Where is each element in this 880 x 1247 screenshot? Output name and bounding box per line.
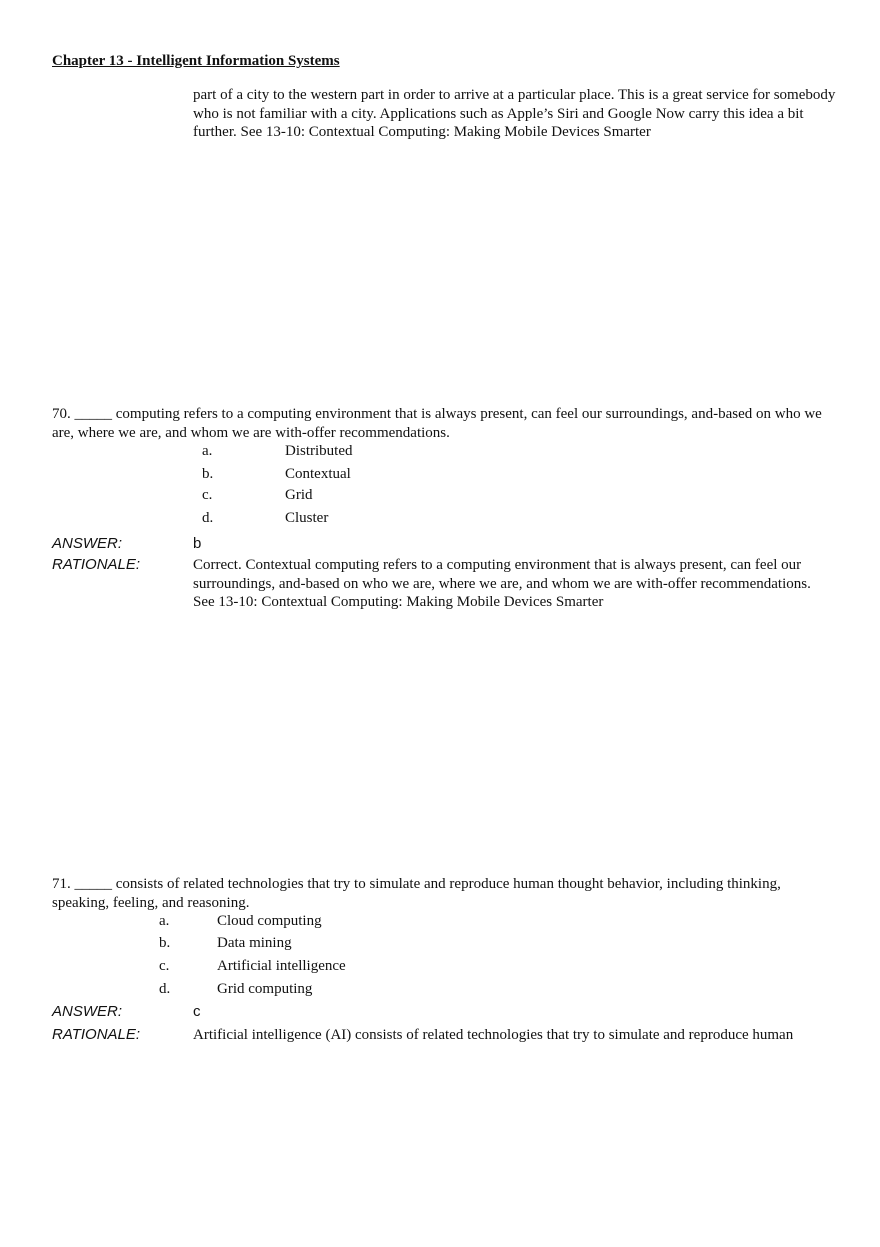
chapter-title: Chapter 13 - Intelligent Information Systems <box>52 53 340 69</box>
rationale-label: RATIONALE: <box>52 1026 141 1043</box>
option-text: Grid computing <box>217 981 313 997</box>
answer-label: ANSWER: <box>52 1003 123 1020</box>
option-text: Grid <box>285 487 313 503</box>
option-text: Data mining <box>217 935 292 951</box>
option-text: Cluster <box>285 510 329 526</box>
option-letter: d. <box>202 510 214 526</box>
answer-value: c <box>193 1003 201 1020</box>
option-text: Artificial intelligence <box>217 958 346 974</box>
option-letter: a. <box>159 913 170 929</box>
option-letter: b. <box>202 466 214 482</box>
answer-value: b <box>193 535 202 552</box>
option-letter: b. <box>159 935 171 951</box>
answer-label: ANSWER: <box>52 535 123 552</box>
option-text: Distributed <box>285 443 353 459</box>
option-letter: c. <box>159 958 170 974</box>
rationale-text: Correct. Contextual computing refers to a computing environment that is always present, can feel our surroundings, and-based on who we are, where we are, and whom we are with-offer recommendations. See 13-10: Contextual Computing: Making Mobile Devices Smarter <box>193 557 811 610</box>
option-letter: d. <box>159 981 171 997</box>
rationale-label: RATIONALE: <box>52 556 141 573</box>
option-text: Cloud computing <box>217 913 322 929</box>
rationale-text: Artificial intelligence (AI) consists of related technologies that try to simulate and reproduce human <box>193 1027 794 1043</box>
question-71-stem: 71. _____ consists of related technologies that try to simulate and reproduce human thought behavior, including thinking, speaking, feeling, and reasoning. <box>52 876 781 911</box>
option-letter: c. <box>202 487 213 503</box>
option-text: Contextual <box>285 466 351 482</box>
continued-rationale: part of a city to the western part in order to arrive at a particular place. This is a great service for somebody who is not familiar with a city. Applications such as Apple’s Siri and Google Now carry this idea a bit further. See 13-10: Contextual Computing: Making Mobile Devices Smarter <box>193 87 836 140</box>
option-letter: a. <box>202 443 213 459</box>
question-70-stem: 70. _____ computing refers to a computing environment that is always present, can feel our surroundings, and-based on who we are, where we are, and whom we are with-offer recommendations. <box>52 406 822 441</box>
